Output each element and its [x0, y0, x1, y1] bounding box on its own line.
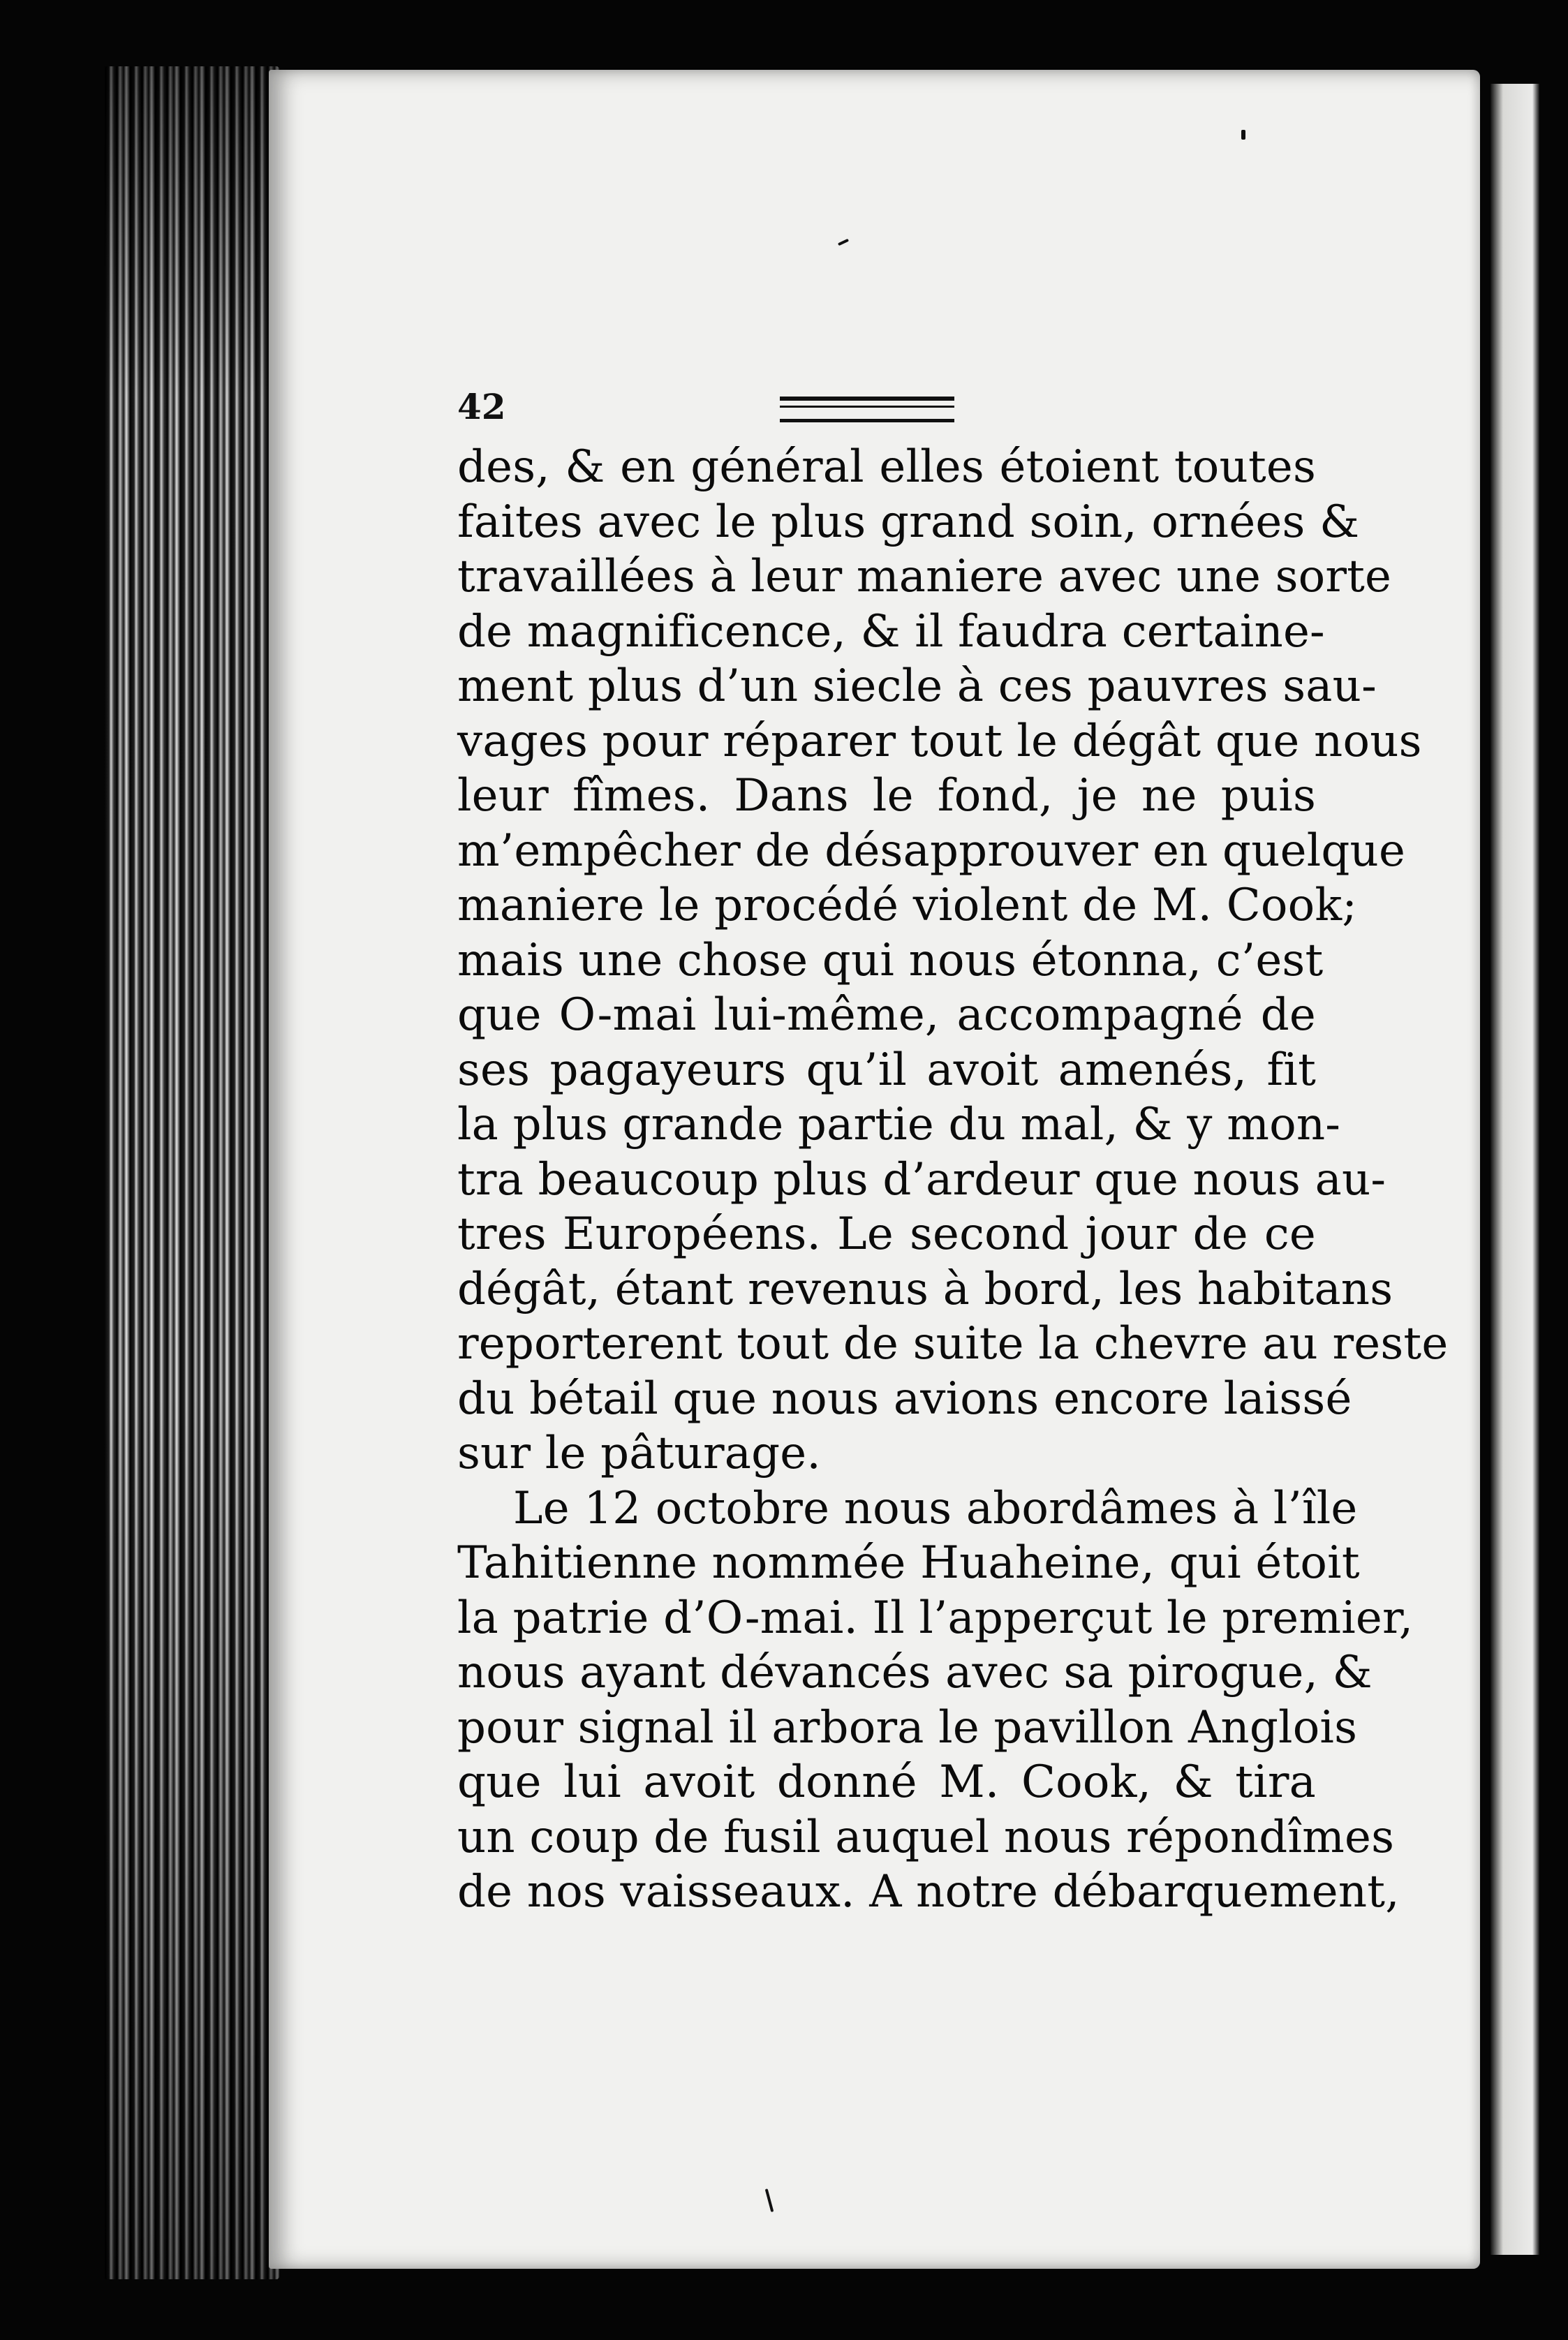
page-number: 42: [457, 386, 506, 427]
text-line: de magnificence, & il faudra certaine-: [457, 605, 1325, 658]
text-line: la plus grande partie du mal, & y mon-: [457, 1099, 1341, 1150]
header-rule-ornament: [780, 397, 954, 422]
text-line: maniere le procédé violent de M. Cook;: [457, 880, 1358, 931]
text-line: sur le pâturage.: [457, 1428, 821, 1479]
text-line: nous ayant dévancés avec sa pirogue, &: [457, 1647, 1373, 1698]
page-body-text: [457, 440, 1449, 1920]
text-line: ses pagayeurs qu’il avoit amenés, fit: [457, 1044, 1316, 1096]
text-line: la patrie d’O-mai. Il l’apperçut le premier,: [457, 1592, 1414, 1644]
text-line: Tahitienne nommée Huaheine, qui étoit: [457, 1537, 1360, 1589]
text-line: leur fîmes. Dans le fond, je ne puis: [457, 770, 1316, 822]
text-line: reporterent tout de suite la chevre au reste: [457, 1318, 1449, 1370]
text-line: du bétail que nous avions encore laissé: [457, 1372, 1352, 1425]
text-line: que lui avoit donné M. Cook, & tira: [457, 1756, 1316, 1808]
text-line: de nos vaisseaux. A notre débarquement,: [457, 1866, 1400, 1918]
text-line: dégât, étant revenus à bord, les habitans: [457, 1263, 1393, 1315]
text-line: travaillées à leur maniere avec une sorte: [457, 551, 1392, 602]
text-line: ment plus d’un siecle à ces pauvres sau-: [457, 660, 1377, 712]
text-line: tra beaucoup plus d’ardeur que nous au-: [457, 1153, 1386, 1206]
text-line: tres Européens. Le second jour de ce: [457, 1208, 1316, 1260]
text-line: Le 12 octobre nous abordâmes à l’île: [513, 1482, 1358, 1534]
facing-page-edge: [1491, 84, 1539, 2255]
text-line: des, & en général elles étoient toutes: [457, 441, 1316, 493]
text-line: mais une chose qui nous étonna, c’est: [457, 934, 1324, 986]
text-line: faites avec le plus grand soin, ornées &: [457, 496, 1360, 548]
book-page-edges: [105, 66, 279, 2279]
running-head: [457, 383, 1316, 431]
text-line: que O-mai lui-même, accompagné de: [457, 989, 1316, 1041]
text-line: vages pour réparer tout le dégât que nous: [457, 715, 1422, 767]
ink-speck: [1241, 130, 1245, 140]
text-line: un coup de fusil auquel nous répondîmes: [457, 1811, 1395, 1863]
text-line: pour signal il arbora le pavillon Anglois: [457, 1701, 1358, 1754]
text-line: m’empêcher de désapprouver en quelque: [457, 824, 1406, 877]
